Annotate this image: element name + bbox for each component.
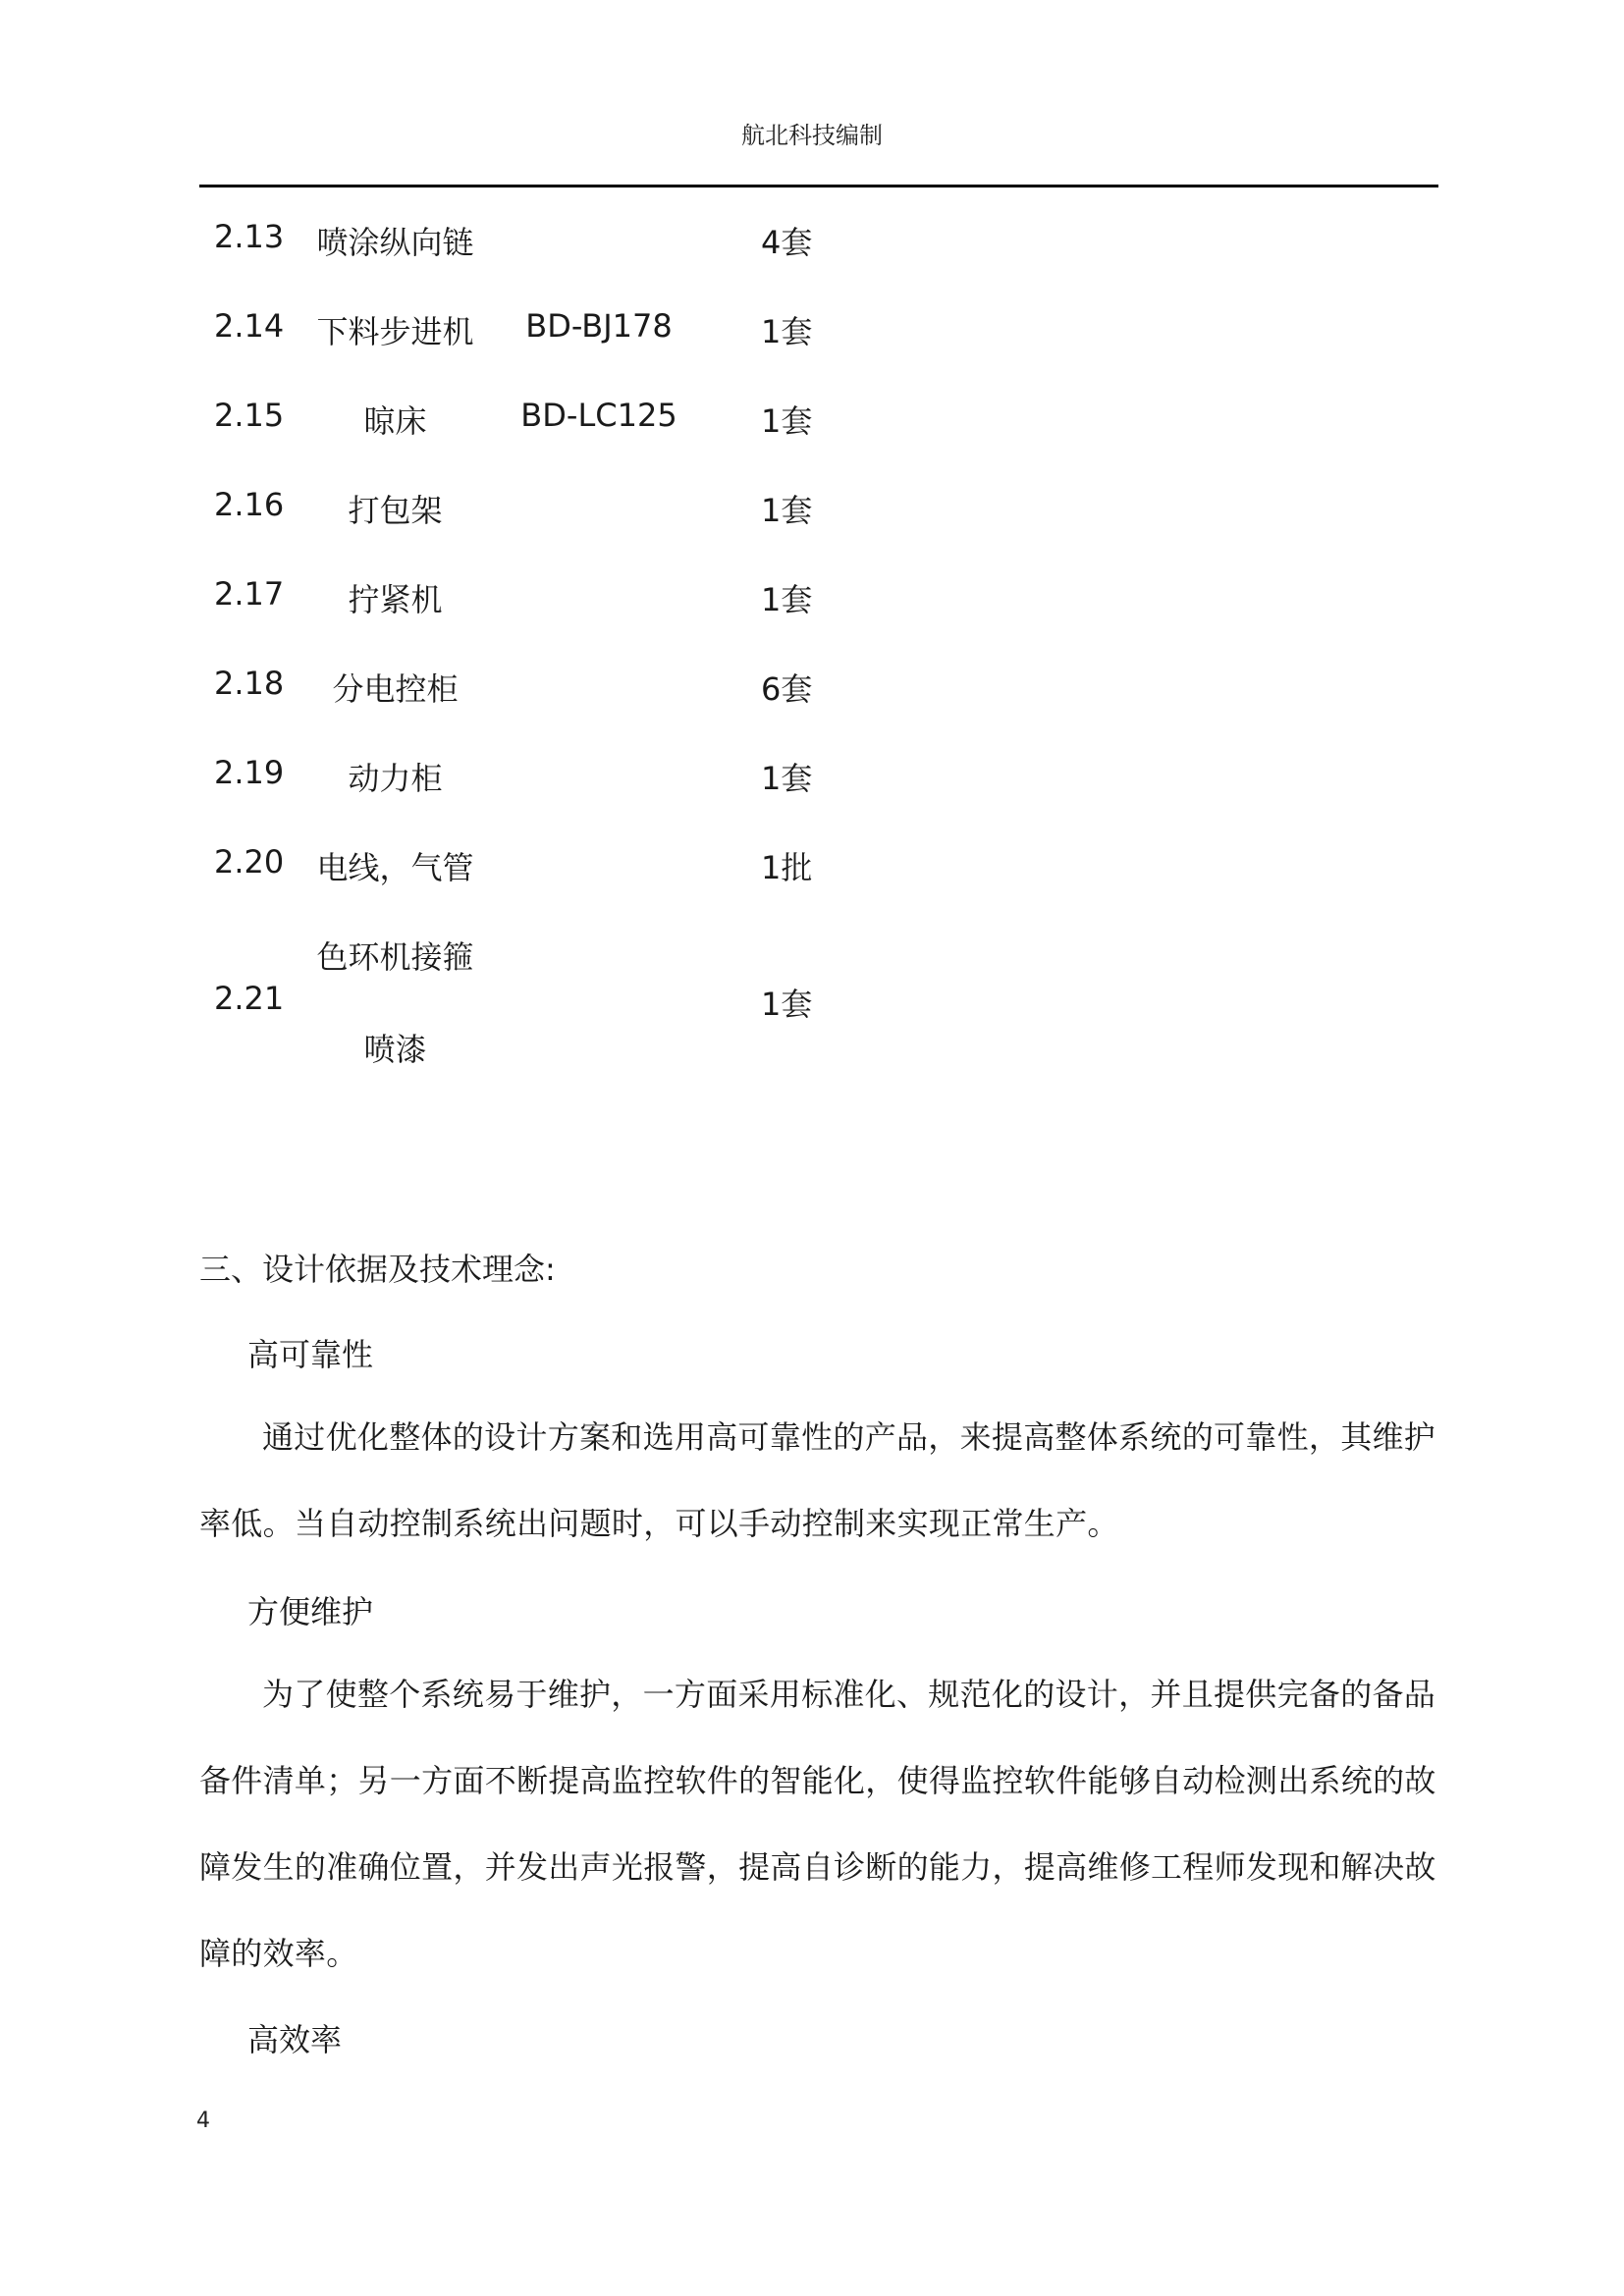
item-name <box>295 933 496 1070</box>
item-name: 电线，气管 <box>316 849 474 886</box>
item-quantity: 1套 <box>761 986 813 1023</box>
equipment-row <box>0 397 1624 440</box>
subheading-maintenance: 方便维护 <box>247 1593 374 1630</box>
subheading-efficiency: 高效率 <box>247 2021 343 2058</box>
page-header-title: 航北科技编制 <box>741 122 883 149</box>
item-number: 2.21 <box>214 980 285 1017</box>
item-number: 2.16 <box>214 486 285 523</box>
item-name: 下料步进机 <box>316 313 474 350</box>
item-model: BD-LC125 <box>520 397 677 434</box>
subheading-reliability: 高可靠性 <box>247 1336 374 1373</box>
header-divider <box>199 185 1438 187</box>
item-number: 2.15 <box>214 397 285 434</box>
equipment-row <box>0 933 1624 1070</box>
equipment-row <box>0 843 1624 886</box>
item-quantity: 1套 <box>761 760 813 797</box>
item-name: 动力柜 <box>348 760 443 797</box>
item-quantity: 1套 <box>761 492 813 529</box>
item-model: BD-BJ178 <box>525 307 673 345</box>
item-name: 晾床 <box>363 402 427 440</box>
item-quantity: 4套 <box>761 224 813 261</box>
item-quantity: 6套 <box>761 670 813 708</box>
equipment-row <box>0 575 1624 618</box>
equipment-row <box>0 754 1624 797</box>
page-number: 4 <box>196 2109 210 2133</box>
item-name: 打包架 <box>348 492 443 529</box>
item-number: 2.18 <box>214 665 285 702</box>
paragraph-reliability: 通过优化整体的设计方案和选用高可靠性的产品，来提高整体系统的可靠性，其维护率低。当自动控制系统出问题时，可以手动控制来实现正常生产。 <box>199 1418 1436 1542</box>
section-title: 三、设计依据及技术理念: <box>199 1251 556 1288</box>
item-name: 分电控柜 <box>332 670 459 708</box>
item-name: 拧紧机 <box>348 581 443 618</box>
item-number: 2.19 <box>214 754 285 791</box>
item-name: 喷涂纵向链 <box>316 224 474 261</box>
item-name-line1: 色环机接箍 <box>316 938 474 976</box>
item-number: 2.20 <box>214 843 285 881</box>
equipment-row <box>0 218 1624 261</box>
item-quantity: 1批 <box>761 849 813 886</box>
item-quantity: 1套 <box>761 402 813 440</box>
equipment-row <box>0 486 1624 529</box>
item-quantity: 1套 <box>761 313 813 350</box>
item-number: 2.13 <box>214 218 285 255</box>
item-quantity: 1套 <box>761 581 813 618</box>
paragraph-maintenance: 为了使整个系统易于维护，一方面采用标准化、规范化的设计，并且提供完备的备品备件清单；另一方面不断提高监控软件的智能化，使得监控软件能够自动检测出系统的故障发生的准确位置，并发出声光报警，提高自诊断的能力，提高维修工程师发现和解决故障的效率。 <box>199 1676 1436 1972</box>
equipment-row <box>0 665 1624 708</box>
item-name-line2: 喷漆 <box>363 1031 427 1068</box>
equipment-row <box>0 307 1624 350</box>
item-number: 2.14 <box>214 307 285 345</box>
item-number: 2.17 <box>214 575 285 613</box>
